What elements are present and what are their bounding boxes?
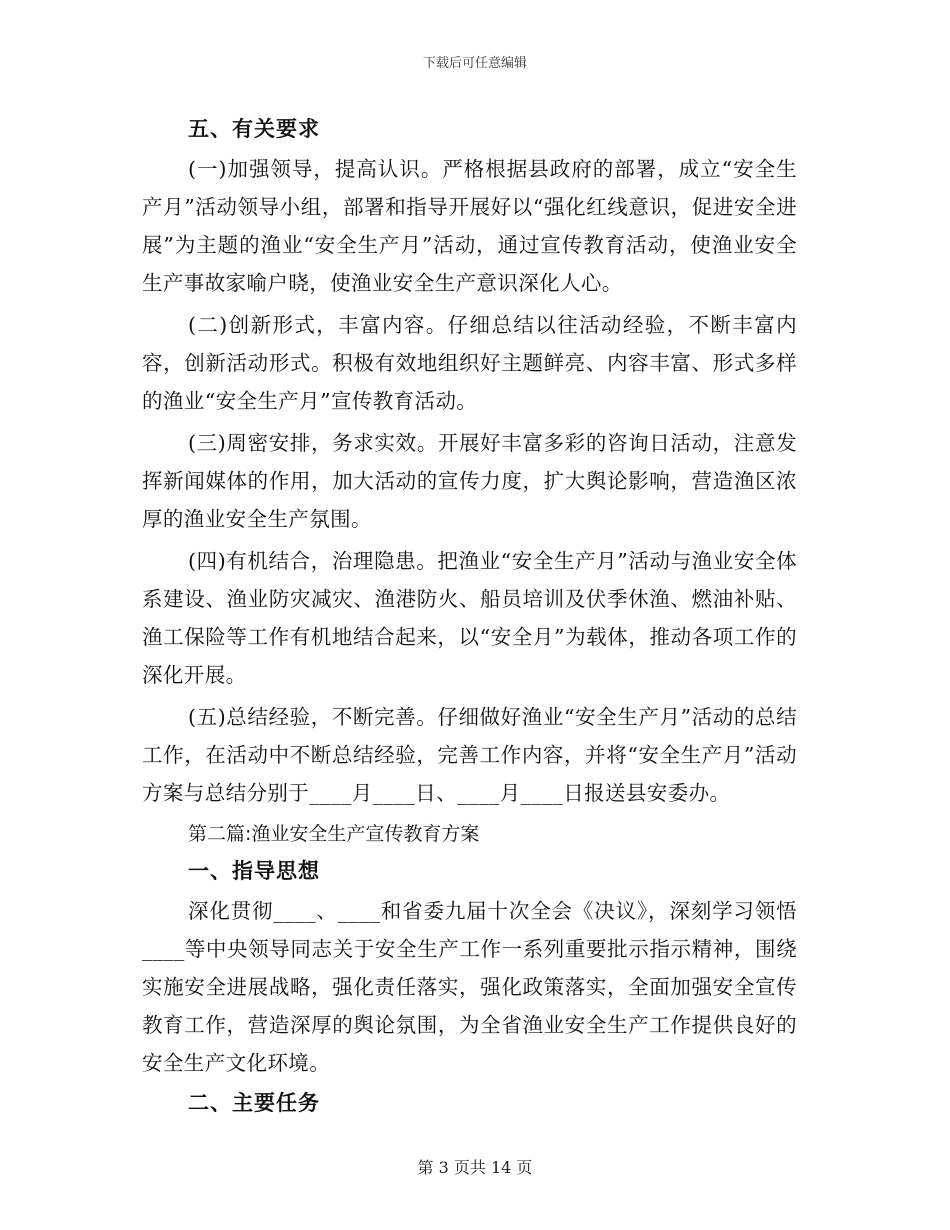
paragraph-requirement-5: (五)总结经验，不断完善。仔细做好渔业“安全生产月”活动的总结工作，在活动中不断总结经验，完善工作内容，并将“安全生产月”活动方案与总结分别于____月____日、____月____日报送县安委办。 — [142, 705, 797, 805]
page-header-note: 下载后可任意编辑 — [422, 56, 527, 71]
paragraph-requirement-4: (四)有机结合，治理隐患。把渔业“安全生产月”活动与渔业安全体系建设、渔业防灾减灾、渔港防火、船员培训及伏季休渔、燃油补贴、渔工保险等工作有机地结合起来，以“安全月”为载体，推动各项工作的深化开展。 — [142, 549, 797, 687]
paragraph-requirement-3: (三)周密安排，务求实效。开展好丰富多彩的咨询日活动，注意发挥新闻媒体的作用，加大活动的宣传力度，扩大舆论影响，营造渔区浓厚的渔业安全生产氛围。 — [142, 431, 797, 531]
page-number: 第 3 页共 14 页 — [417, 1158, 533, 1177]
document-body — [142, 112, 797, 1124]
part-two-title: 第二篇:渔业安全生产宣传教育方案 — [188, 823, 480, 845]
section-heading-main-tasks: 二、主要任务 — [188, 1091, 320, 1115]
paragraph-requirement-2: (二)创新形式，丰富内容。仔细总结以往活动经验，不断丰富内容，创新活动形式。积极有效地组织好主题鲜亮、内容丰富、形式多样的渔业“安全生产月”宣传教育活动。 — [142, 313, 797, 413]
section-heading-requirements: 五、有关要求 — [188, 117, 320, 141]
paragraph-guiding-thought: 深化贯彻____、____和省委九届十次全会《决议》，深刻学习领悟____等中央领导同志关于安全生产工作一系列重要批示指示精神，围绕实施安全进展战略，强化责任落实，强化政策落实，全面加强安全宣传教育工作，营造深厚的舆论氛围，为全省渔业安全生产工作提供良好的安全生产文化环境。 — [142, 899, 797, 1075]
section-heading-guiding-thought: 一、指导思想 — [188, 859, 320, 883]
paragraph-requirement-1: (一)加强领导，提高认识。严格根据县政府的部署，成立“安全生产月”活动领导小组，部署和指导开展好以“强化红线意识，促进安全进展”为主题的渔业“安全生产月”活动，通过宣传教育活动，使渔业安全生产事故家喻户晓，使渔业安全生产意识深化人心。 — [142, 157, 797, 295]
